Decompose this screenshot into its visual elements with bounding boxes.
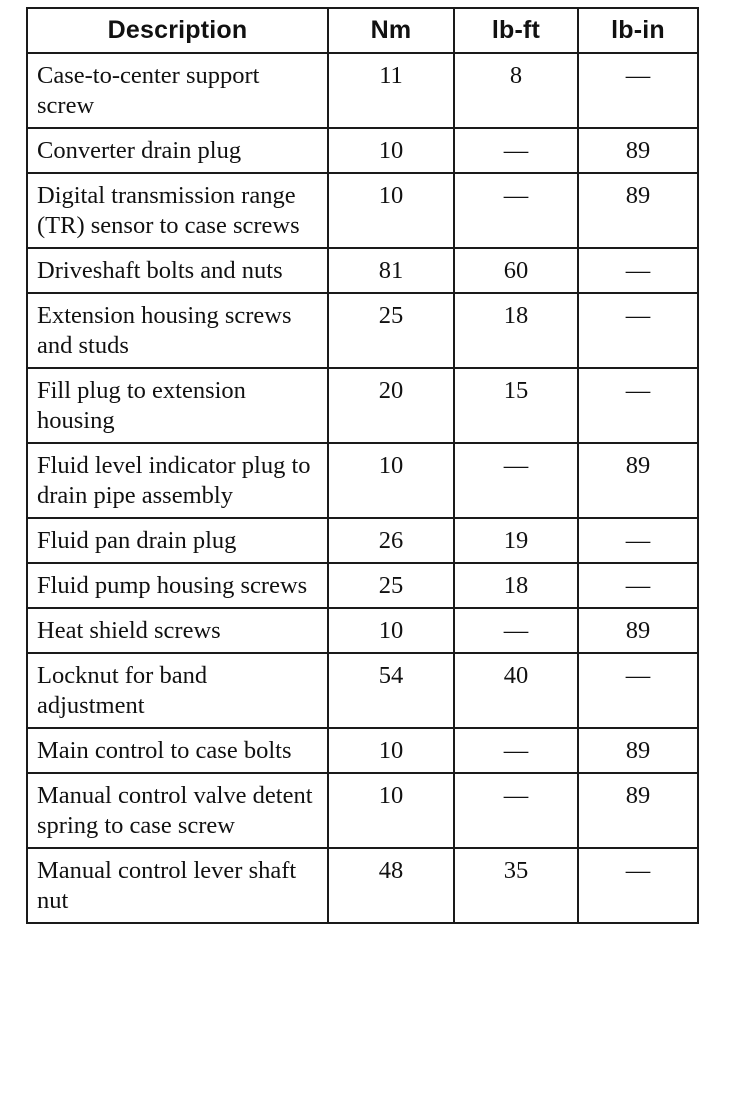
cell-nm: 10 [328, 773, 454, 848]
cell-lbft: 18 [454, 293, 578, 368]
cell-description: Locknut for band adjustment [27, 653, 328, 728]
cell-lbft: — [454, 443, 578, 518]
header-row [27, 8, 698, 53]
cell-lbin: — [578, 368, 698, 443]
cell-nm: 25 [328, 563, 454, 608]
cell-nm: 10 [328, 443, 454, 518]
header-description: Description [27, 8, 328, 53]
table-row [27, 653, 698, 728]
cell-description: Fluid pan drain plug [27, 518, 328, 563]
cell-lbin: — [578, 653, 698, 728]
table-row [27, 173, 698, 248]
cell-description: Driveshaft bolts and nuts [27, 248, 328, 293]
table-row [27, 368, 698, 443]
cell-description: Main control to case bolts [27, 728, 328, 773]
cell-lbft: 15 [454, 368, 578, 443]
cell-lbft: — [454, 608, 578, 653]
cell-nm: 10 [328, 608, 454, 653]
cell-nm: 25 [328, 293, 454, 368]
cell-lbin: — [578, 518, 698, 563]
cell-description: Converter drain plug [27, 128, 328, 173]
cell-nm: 48 [328, 848, 454, 923]
header-lbft: lb-ft [454, 8, 578, 53]
table-row [27, 443, 698, 518]
cell-lbin: — [578, 248, 698, 293]
cell-nm: 20 [328, 368, 454, 443]
table-row [27, 608, 698, 653]
cell-description: Manual control lever shaft nut [27, 848, 328, 923]
cell-lbin: — [578, 293, 698, 368]
cell-description: Fluid level indicator plug to drain pipe assembly [27, 443, 328, 518]
cell-description: Extension housing screws and studs [27, 293, 328, 368]
torque-spec-table [26, 7, 699, 924]
cell-nm: 54 [328, 653, 454, 728]
cell-lbft: 40 [454, 653, 578, 728]
cell-lbin: 89 [578, 608, 698, 653]
cell-lbft: — [454, 173, 578, 248]
cell-lbft: 19 [454, 518, 578, 563]
table-row [27, 848, 698, 923]
cell-lbft: — [454, 773, 578, 848]
table-row [27, 53, 698, 128]
cell-lbft: 18 [454, 563, 578, 608]
cell-description: Fill plug to extension housing [27, 368, 328, 443]
cell-lbin: 89 [578, 173, 698, 248]
table-row [27, 728, 698, 773]
header-nm: Nm [328, 8, 454, 53]
cell-lbft: 8 [454, 53, 578, 128]
cell-nm: 10 [328, 728, 454, 773]
cell-lbin: 89 [578, 443, 698, 518]
cell-lbin: — [578, 53, 698, 128]
table-row [27, 128, 698, 173]
cell-nm: 26 [328, 518, 454, 563]
cell-description: Heat shield screws [27, 608, 328, 653]
cell-lbin: 89 [578, 728, 698, 773]
cell-lbin: — [578, 848, 698, 923]
cell-lbin: 89 [578, 128, 698, 173]
cell-nm: 10 [328, 173, 454, 248]
table-row [27, 773, 698, 848]
cell-lbft: — [454, 728, 578, 773]
table-row [27, 518, 698, 563]
cell-description: Case-to-center support screw [27, 53, 328, 128]
table-row [27, 293, 698, 368]
cell-description: Manual control valve detent spring to case screw [27, 773, 328, 848]
header-lbin: lb-in [578, 8, 698, 53]
cell-nm: 10 [328, 128, 454, 173]
table-header [27, 8, 698, 53]
cell-nm: 11 [328, 53, 454, 128]
table-row [27, 563, 698, 608]
table-row [27, 248, 698, 293]
cell-lbft: — [454, 128, 578, 173]
cell-nm: 81 [328, 248, 454, 293]
cell-lbin: — [578, 563, 698, 608]
cell-lbft: 35 [454, 848, 578, 923]
cell-lbft: 60 [454, 248, 578, 293]
cell-description: Fluid pump housing screws [27, 563, 328, 608]
table-body [27, 53, 698, 923]
cell-lbin: 89 [578, 773, 698, 848]
cell-description: Digital transmission range (TR) sensor to case screws [27, 173, 328, 248]
